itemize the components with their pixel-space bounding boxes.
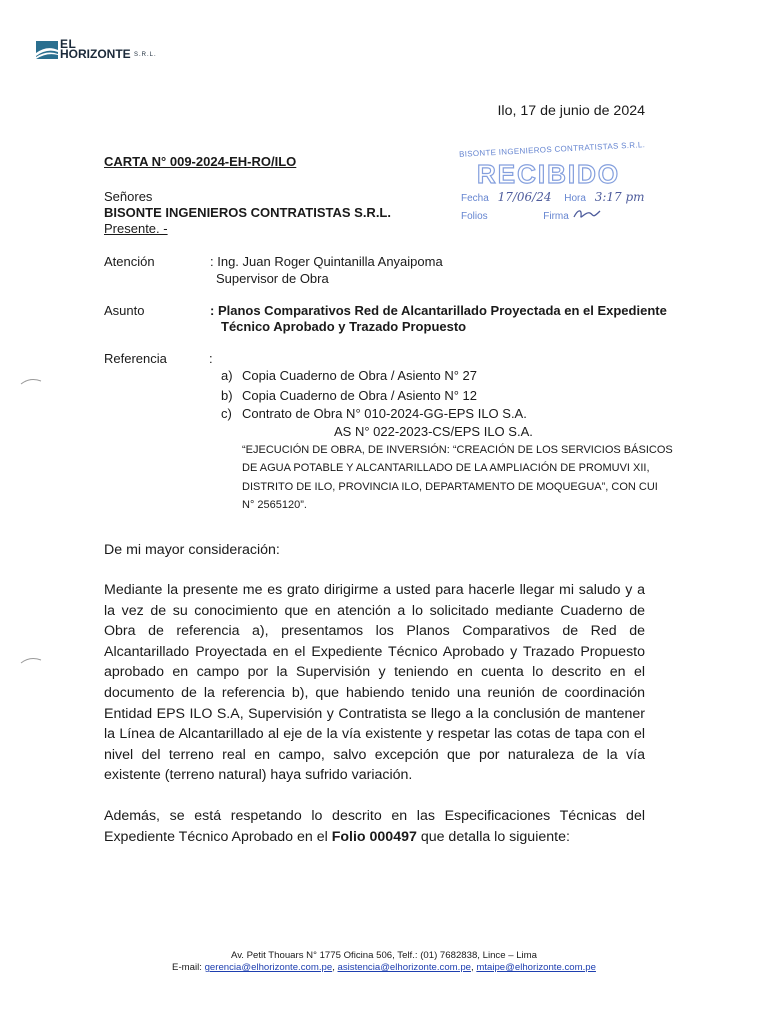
stamp-fecha-label: Fecha xyxy=(461,193,489,204)
reference-item-letter: a) xyxy=(221,368,233,383)
stamp-folios-label: Folios xyxy=(461,211,488,222)
footer-email-label: E-mail: xyxy=(172,962,202,973)
recipient-company: BISONTE INGENIEROS CONTRATISTAS S.R.L. xyxy=(104,205,391,220)
recipient-salutation: Señores xyxy=(104,189,153,204)
greeting: De mi mayor consideración: xyxy=(104,542,280,558)
referencia-label: Referencia xyxy=(104,351,167,366)
asunto-label: Asunto xyxy=(104,303,145,318)
stamp-hora-label: Hora xyxy=(564,193,586,204)
atencion-label: Atención xyxy=(104,254,155,269)
horizon-logo-icon xyxy=(36,41,58,59)
email-link-gerencia[interactable]: gerencia@elhorizonte.com.pe xyxy=(204,962,333,973)
referencia-colon: : xyxy=(209,351,213,366)
body-paragraph-1: Mediante la presente me es grato dirigirme a usted para hacerle llegar mi saludo y a la vez de su conocimiento que en atención a lo solicitado mediante Cuaderno de Obra de referencia a), presentamos los Planos Comparativos de Red de Alcantarillado Proyectada en el Expediente Técnico Aprobado y Trazado Propuesto aprobado en campo por la Supervisión y teniendo en cuenta lo descrito en el documento de la referencia b), que habiendo tenido una reunión de coordinación Entidad EPS ILO S.A, Supervisión y Contratista se llego a la conclusión de mantener la Línea de Alcantarillado al eje de la vía existente y respetar las cotas de tapa con el nivel del terreno real en campo, salvo excepción que por naturaleza de la vía existente (terreno natural) haya sufrido variación. xyxy=(104,582,645,784)
project-line: N° 2565120”. xyxy=(242,498,307,511)
received-stamp xyxy=(455,140,646,223)
folio-reference: Folio 000497 xyxy=(331,828,417,845)
company-logo xyxy=(36,38,176,62)
stamp-title: RECIBIDO xyxy=(477,159,621,189)
project-description xyxy=(242,441,673,514)
scan-mark xyxy=(20,376,42,386)
letter-date: Ilo, 17 de junio de 2024 xyxy=(497,103,645,119)
paragraph2-text-after: que detalla lo siguiente: xyxy=(416,828,570,845)
stamp-hora-value: 3:17 pm xyxy=(594,190,645,204)
email-link-asistencia[interactable]: asistencia@elhorizonte.com.pe xyxy=(337,962,471,973)
body-paragraph-2 xyxy=(104,806,645,847)
reference-as-line: AS N° 022-2023-CS/EPS ILO S.A. xyxy=(334,424,533,439)
stamp-fecha-value: 17/06/24 xyxy=(497,190,552,204)
atencion-role: Supervisor de Obra xyxy=(216,271,329,286)
asunto-line1: : Planos Comparativos Red de Alcantarillado Proyectada en el Expediente xyxy=(210,303,667,318)
logo-text-el: EL xyxy=(60,37,77,51)
recipient-presente: Presente. - xyxy=(104,221,168,236)
email-link-mtaipe[interactable]: mtaipe@elhorizonte.com.pe xyxy=(476,962,596,973)
reference-item-letter: b) xyxy=(221,388,233,403)
logo-text-horizonte: HORIZONTE xyxy=(60,47,131,61)
asunto-line2: Técnico Aprobado y Trazado Propuesto xyxy=(221,319,467,334)
logo-text-srl: S.R.L. xyxy=(134,52,157,58)
paragraph2-text-before: Además, se está respetando lo descrito en las Especificaciones Técnicas del Expediente Técnico Aprobado en el xyxy=(104,808,645,845)
project-line: DE AGUA POTABLE Y ALCANTARILLADO DE LA AMPLIACIÓN DE PROMUVI XII, xyxy=(242,462,650,475)
reference-item-text: Contrato de Obra N° 010-2024-GG-EPS ILO S.A. xyxy=(242,406,527,421)
stamp-firma-label: Firma xyxy=(543,211,569,222)
reference-item-letter: c) xyxy=(221,406,232,421)
stamp-company: BISONTE INGENIEROS CONTRATISTAS S.R.L. xyxy=(458,140,646,159)
scan-mark xyxy=(20,655,42,665)
reference-item-text: Copia Cuaderno de Obra / Asiento N° 27 xyxy=(242,368,478,383)
letter-number: CARTA N° 009-2024-EH-RO/ILO xyxy=(104,154,297,169)
footer-address: Av. Petit Thouars N° 1775 Oficina 506, Telf.: (01) 7682838, Lince – Lima xyxy=(230,950,538,961)
project-line: “EJECUCIÓN DE OBRA, DE INVERSIÓN: “CREACIÓN DE LOS SERVICIOS BÁSICOS xyxy=(242,444,673,456)
footer-emails: E-mail: gerencia@elhorizonte.com.pe, asistencia@elhorizonte.com.pe, mtaipe@elhorizonte.com.pe xyxy=(172,962,596,973)
atencion-name: : Ing. Juan Roger Quintanilla Anyaipoma xyxy=(210,254,443,269)
reference-item-text: Copia Cuaderno de Obra / Asiento N° 12 xyxy=(242,388,478,403)
project-line: DISTRITO DE ILO, PROVINCIA ILO, DEPARTAMENTO DE MOQUEGUA”, CON CUI xyxy=(242,480,658,493)
signature-scribble xyxy=(572,207,602,221)
